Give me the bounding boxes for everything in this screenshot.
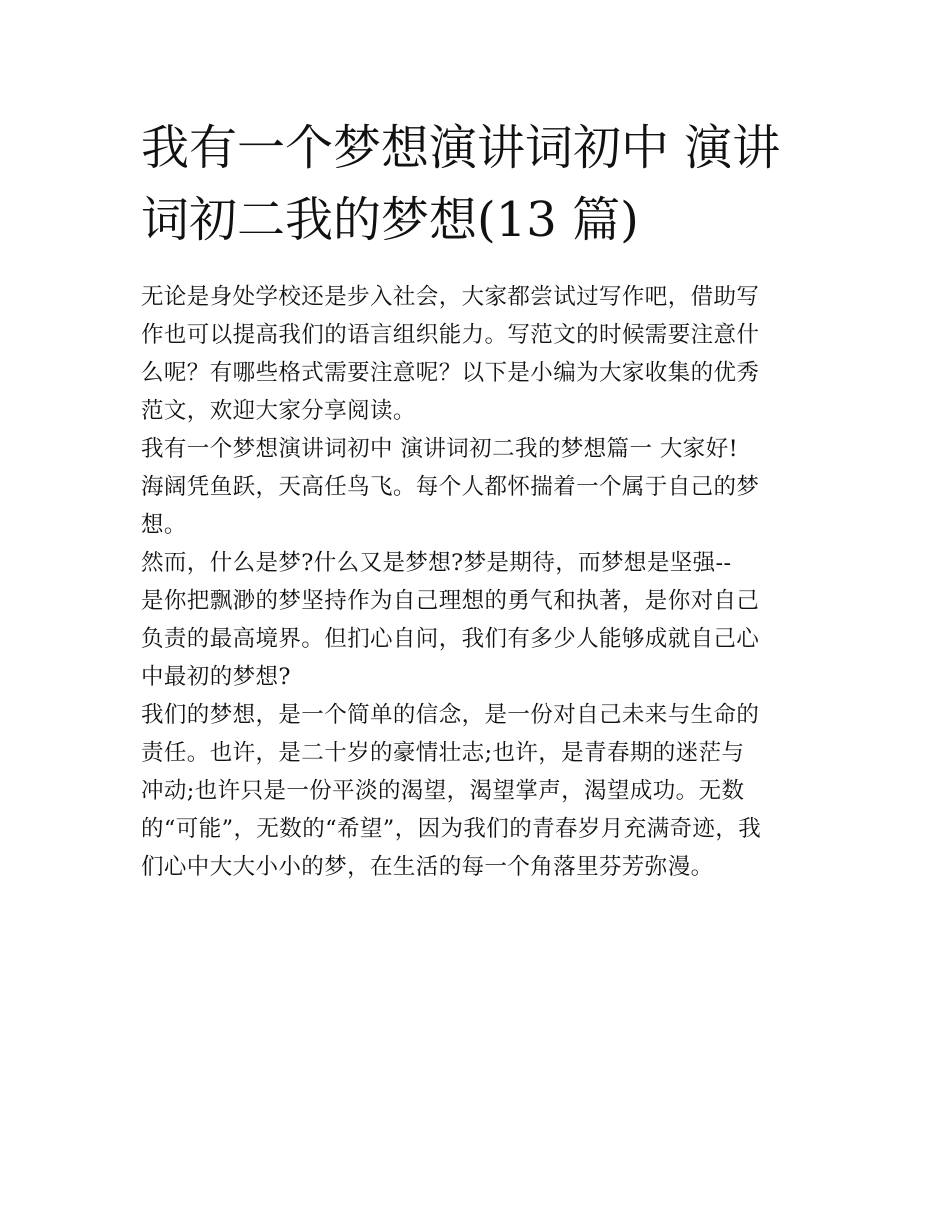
paragraph-courage xyxy=(141,582,813,696)
title-line: 词初二我的梦想(13 篇) xyxy=(141,192,639,248)
document-body xyxy=(141,278,813,886)
text-line: 我们的梦想，是一个简单的信念，是一份对自己未来与生命的 xyxy=(141,702,760,728)
text-line: 然而，什么是梦?什么又是梦想?梦是期待，而梦想是坚强-- xyxy=(141,550,732,576)
paragraph-our-dream xyxy=(141,696,813,886)
text-line: 海阔凭鱼跃，天高任鸟飞。每个人都怀揣着一个属于自己的梦 xyxy=(141,474,760,500)
text-line: 想。 xyxy=(141,512,187,538)
paragraph-dream-intro xyxy=(141,468,813,544)
text-line: 的“可能”，无数的“希望”，因为我们的青春岁月充满奇迹，我 xyxy=(141,816,762,842)
paragraph-heading-one xyxy=(141,430,813,468)
text-line: 无论是身处学校还是步入社会，大家都尝试过写作吧，借助写 xyxy=(141,284,760,310)
paragraph-intro xyxy=(141,278,813,430)
text-line: 是你把飘渺的梦坚持作为自己理想的勇气和执著，是你对自己 xyxy=(141,588,760,614)
document-title xyxy=(141,112,813,256)
text-line: 作也可以提高我们的语言组织能力。写范文的时候需要注意什 xyxy=(141,322,760,348)
text-line: 中最初的梦想? xyxy=(141,664,291,690)
text-line: 范文，欢迎大家分享阅读。 xyxy=(141,398,416,424)
text-line: 们心中大大小小的梦，在生活的每一个角落里芬芳弥漫。 xyxy=(141,854,714,880)
document-page xyxy=(141,112,813,886)
text-line: 负责的最高境界。但扪心自问，我们有多少人能够成就自己心 xyxy=(141,626,760,652)
text-line: 冲动;也许只是一份平淡的渴望，渴望掌声，渴望成功。无数 xyxy=(141,778,745,804)
text-line: 责任。也许，是二十岁的豪情壮志;也许，是青春期的迷茫与 xyxy=(141,740,745,766)
title-line: 我有一个梦想演讲词初中 演讲 xyxy=(141,120,781,176)
text-line: 我有一个梦想演讲词初中 演讲词初二我的梦想篇一 大家好! xyxy=(141,436,739,462)
paragraph-question xyxy=(141,544,813,582)
text-line: 么呢？有哪些格式需要注意呢？以下是小编为大家收集的优秀 xyxy=(141,360,760,386)
